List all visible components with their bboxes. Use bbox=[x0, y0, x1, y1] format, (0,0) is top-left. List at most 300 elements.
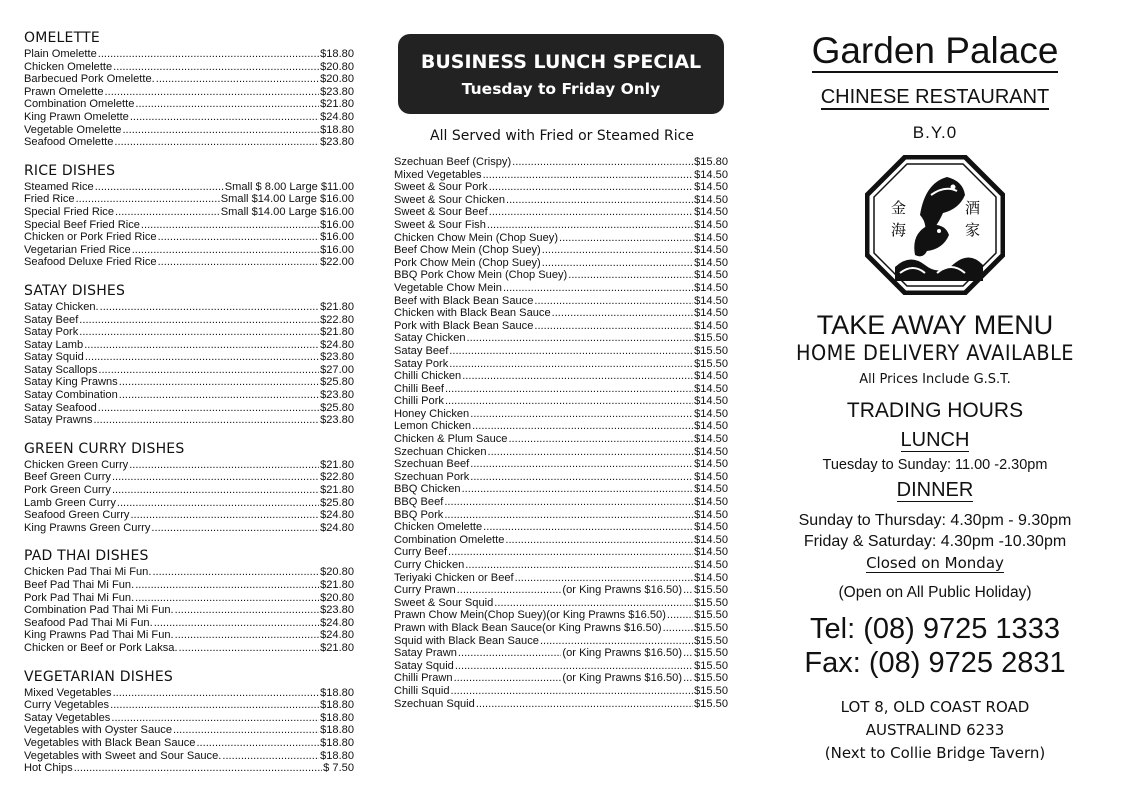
menu-item-name: Fried Rice bbox=[24, 193, 75, 206]
dot-leader bbox=[130, 509, 319, 522]
menu-item-price: $18.80 bbox=[320, 123, 354, 136]
menu-item-name: BBQ Chicken bbox=[394, 483, 461, 496]
menu-item-name: Pork Pad Thai Mi Fun. bbox=[24, 591, 135, 604]
menu-item-name: Teriyaki Chicken or Beef bbox=[394, 571, 514, 584]
dot-leader bbox=[79, 314, 319, 327]
menu-item-name: Satay Combination bbox=[24, 389, 118, 402]
address bbox=[776, 696, 1094, 765]
menu-item-name: Satay Beef bbox=[24, 313, 79, 326]
dot-leader bbox=[84, 339, 319, 352]
menu-item-name: BBQ Pork Chow Mein (Chop Suey) bbox=[394, 269, 568, 282]
menu-item-price: $15.50 bbox=[694, 357, 728, 370]
menu-item-name: Beef Green Curry bbox=[24, 471, 111, 484]
menu-item-price: $24.80 bbox=[320, 521, 354, 534]
menu-item-name: BBQ Beef bbox=[394, 496, 444, 509]
menu-item-name: Chilli Prawn bbox=[394, 672, 453, 685]
section-title: RICE DISHES bbox=[24, 162, 116, 179]
menu-item bbox=[394, 458, 728, 471]
dot-leader bbox=[112, 471, 319, 484]
menu-item bbox=[394, 383, 728, 396]
menu-item-price: $14.50 bbox=[694, 231, 728, 244]
dot-leader bbox=[483, 521, 693, 534]
address-line: AUSTRALIND 6233 bbox=[865, 721, 1005, 739]
menu-item-name: Vegetables with Oyster Sauce bbox=[24, 724, 172, 737]
menu-item bbox=[24, 522, 354, 535]
dot-leader bbox=[559, 232, 693, 245]
menu-item bbox=[394, 546, 728, 559]
lunch-hours: Tuesday to Sunday: 11.00 -2.30pm bbox=[822, 457, 1048, 473]
menu-item-price: $14.50 bbox=[694, 496, 728, 509]
menu-item-price: $14.50 bbox=[694, 269, 728, 282]
menu-item-name: Special Beef Fried Rice bbox=[24, 218, 140, 231]
dot-leader bbox=[505, 534, 693, 547]
dot-leader bbox=[135, 98, 319, 111]
menu-item-price: $18.80 bbox=[320, 711, 354, 724]
menu-item-name: Satay Vegetables bbox=[24, 711, 111, 724]
dot-leader bbox=[462, 483, 693, 496]
menu-section bbox=[24, 163, 354, 269]
menu-item bbox=[394, 698, 728, 711]
menu-item-name: King Prawn Omelette bbox=[24, 110, 129, 123]
menu-item-name: Combination Omelette bbox=[24, 98, 135, 111]
menu-item bbox=[24, 414, 354, 427]
menu-item-price: $24.80 bbox=[320, 509, 354, 522]
dot-leader bbox=[129, 459, 319, 472]
menu-item-name: Vegetable Chow Mein bbox=[394, 281, 502, 294]
dot-leader bbox=[152, 566, 319, 579]
menu-item-price: $25.80 bbox=[320, 496, 354, 509]
left-menu-column bbox=[24, 30, 354, 789]
dot-leader bbox=[451, 685, 694, 698]
dot-leader bbox=[448, 546, 693, 559]
menu-item-price: $15.80 bbox=[694, 156, 728, 168]
menu-item-price: $22.00 bbox=[320, 256, 354, 269]
menu-item-name: Beef Chow Mein (Chop Suey) bbox=[394, 244, 541, 257]
menu-item bbox=[394, 433, 728, 446]
dot-leader bbox=[683, 584, 693, 597]
menu-item-name: Satay Seafood bbox=[24, 401, 97, 414]
menu-item-price: $15.50 bbox=[694, 596, 728, 609]
menu-item-name: Plain Omelette bbox=[24, 48, 97, 60]
menu-item bbox=[24, 301, 354, 314]
restaurant-logo bbox=[865, 155, 1005, 295]
restaurant-subtitle: CHINESE RESTAURANT bbox=[820, 86, 1050, 108]
menu-item-note: (or King Prawns $16.50) bbox=[562, 672, 683, 685]
menu-item-price: $16.00 bbox=[320, 231, 354, 244]
menu-item-name: Sweet & Sour Pork bbox=[394, 181, 488, 194]
menu-item-name: Curry Chicken bbox=[394, 559, 465, 571]
dot-leader bbox=[112, 484, 319, 497]
menu-item-name: Chilli Pork bbox=[394, 395, 444, 408]
dot-leader bbox=[506, 194, 693, 207]
menu-item bbox=[394, 408, 728, 421]
dot-leader bbox=[175, 629, 319, 642]
menu-item-name: Seafood Omelette bbox=[24, 136, 114, 149]
menu-item-price: $25.80 bbox=[320, 401, 354, 414]
menu-item-price: $14.50 bbox=[694, 168, 728, 181]
logo-char: 金 bbox=[891, 199, 907, 217]
dot-leader bbox=[467, 332, 694, 345]
dot-leader bbox=[683, 647, 693, 660]
menu-section bbox=[24, 669, 354, 775]
menu-item bbox=[394, 244, 728, 257]
menu-item bbox=[394, 483, 728, 496]
menu-item-name: Chilli Beef bbox=[394, 382, 444, 395]
dot-leader bbox=[483, 169, 693, 182]
menu-item-price: $14.50 bbox=[694, 218, 728, 231]
menu-item-name: Prawn Omelette bbox=[24, 85, 104, 98]
byo-label: B.Y.0 bbox=[912, 123, 958, 142]
menu-item-price: $15.50 bbox=[694, 609, 728, 622]
menu-item-price: $22.80 bbox=[320, 471, 354, 484]
menu-item bbox=[24, 629, 354, 642]
menu-item-price: $15.50 bbox=[694, 621, 728, 634]
menu-item-price: $24.80 bbox=[320, 616, 354, 629]
dot-leader bbox=[156, 73, 319, 86]
menu-item bbox=[24, 471, 354, 484]
menu-item bbox=[24, 124, 354, 137]
menu-item-name: Szechuan Beef bbox=[394, 458, 470, 471]
menu-item-price: $21.80 bbox=[320, 98, 354, 111]
menu-item-price: $21.80 bbox=[320, 484, 354, 497]
menu-item-name: Beef Pad Thai Mi Fun. bbox=[24, 579, 135, 591]
menu-item-price: $15.50 bbox=[694, 584, 728, 597]
menu-item-price: $14.50 bbox=[694, 571, 728, 584]
menu-item bbox=[24, 579, 354, 592]
dot-leader bbox=[534, 295, 693, 308]
menu-item-price: $23.80 bbox=[320, 604, 354, 617]
menu-item-price: $24.80 bbox=[320, 110, 354, 123]
menu-item-price: $14.50 bbox=[694, 559, 728, 571]
menu-item-name: Mixed Vegetables bbox=[394, 168, 482, 181]
business-lunch-banner bbox=[398, 34, 724, 114]
menu-item-price: $14.50 bbox=[694, 370, 728, 383]
menu-item-price: $15.50 bbox=[694, 684, 728, 697]
menu-item-price: $15.50 bbox=[694, 332, 728, 345]
dot-leader bbox=[95, 181, 224, 194]
menu-item-price: $14.50 bbox=[694, 521, 728, 534]
menu-item-name: Steamed Rice bbox=[24, 180, 94, 193]
menu-item-name: Szechuan Beef (Crispy) bbox=[394, 156, 512, 168]
menu-item bbox=[24, 376, 354, 389]
menu-item-price: $18.80 bbox=[320, 724, 354, 737]
menu-item-price: $20.80 bbox=[320, 591, 354, 604]
dot-leader bbox=[503, 282, 693, 295]
menu-item-name: Combination Pad Thai Mi Fun. bbox=[24, 604, 174, 617]
dot-leader bbox=[117, 497, 319, 510]
menu-item bbox=[394, 609, 728, 622]
menu-item bbox=[24, 206, 354, 219]
menu-item bbox=[394, 358, 728, 371]
menu-item bbox=[24, 244, 354, 257]
dot-leader bbox=[158, 256, 319, 269]
menu-item-name: Vegetable Omelette bbox=[24, 123, 122, 136]
dot-leader bbox=[457, 584, 562, 597]
dot-leader bbox=[444, 496, 693, 509]
dot-leader bbox=[132, 244, 319, 257]
logo-char: 家 bbox=[965, 221, 981, 239]
menu-item-name: Satay Lamb bbox=[24, 338, 84, 351]
menu-item-name: Sweet & Sour Fish bbox=[394, 218, 486, 231]
dot-leader bbox=[542, 244, 693, 257]
menu-item bbox=[394, 269, 728, 282]
dot-leader bbox=[111, 712, 319, 725]
dot-leader bbox=[79, 326, 319, 339]
telephone-number: Tel: (08) 9725 1333 bbox=[810, 613, 1060, 645]
dot-leader bbox=[76, 193, 220, 206]
dot-leader bbox=[98, 402, 319, 415]
menu-item bbox=[394, 169, 728, 182]
menu-item bbox=[24, 497, 354, 510]
menu-item-price: $14.50 bbox=[694, 483, 728, 496]
menu-item-price: $ 7.50 bbox=[323, 762, 354, 775]
menu-item-price: $14.50 bbox=[694, 319, 728, 332]
menu-item-name: Vegetables with Sweet and Sour Sauce. bbox=[24, 749, 222, 762]
menu-item-price: $16.00 bbox=[320, 218, 354, 231]
menu-item-name: BBQ Pork bbox=[394, 508, 444, 521]
menu-item bbox=[24, 484, 354, 497]
menu-item-name: Curry Prawn bbox=[394, 584, 456, 597]
address-line: (Next to Collie Bridge Tavern) bbox=[824, 744, 1046, 762]
menu-item-name: Chicken Omelette bbox=[394, 521, 483, 534]
menu-item bbox=[24, 73, 354, 86]
menu-item-price: $23.80 bbox=[320, 389, 354, 402]
menu-item-name: Satay Prawn bbox=[394, 647, 457, 660]
menu-item-price: $14.50 bbox=[694, 433, 728, 446]
menu-item bbox=[24, 402, 354, 415]
menu-item-name: Chicken or Pork Fried Rice bbox=[24, 231, 157, 244]
dot-leader bbox=[512, 156, 693, 169]
menu-item bbox=[394, 206, 728, 219]
dot-leader bbox=[534, 320, 693, 333]
menu-item-price: $21.80 bbox=[320, 458, 354, 471]
menu-item-name: Mixed Vegetables bbox=[24, 686, 112, 699]
dot-leader bbox=[455, 660, 693, 673]
menu-item bbox=[24, 737, 354, 750]
menu-item-note: (or King Prawns $16.50) bbox=[562, 647, 683, 660]
dot-leader bbox=[487, 219, 693, 232]
dot-leader bbox=[515, 572, 693, 585]
logo-char: 海 bbox=[891, 221, 907, 239]
menu-item bbox=[394, 282, 728, 295]
menu-item bbox=[394, 370, 728, 383]
menu-item bbox=[394, 295, 728, 308]
menu-item bbox=[24, 762, 354, 775]
menu-item bbox=[24, 617, 354, 630]
menu-item bbox=[24, 459, 354, 472]
menu-item bbox=[24, 712, 354, 725]
menu-item-price: $14.50 bbox=[694, 395, 728, 408]
menu-item-price: $14.50 bbox=[694, 307, 728, 320]
menu-item bbox=[24, 61, 354, 74]
dot-leader bbox=[135, 592, 319, 605]
menu-item bbox=[24, 111, 354, 124]
dot-leader bbox=[141, 219, 319, 232]
menu-item-name: Lemon Chicken bbox=[394, 420, 472, 433]
menu-item bbox=[394, 219, 728, 232]
dot-leader bbox=[489, 181, 693, 194]
menu-item bbox=[24, 136, 354, 149]
menu-item-name: Prawn with Black Bean Sauce(or King Prawns $16.50) bbox=[394, 621, 662, 634]
menu-item-name: Satay Chicken. bbox=[24, 300, 99, 313]
dot-leader bbox=[458, 647, 562, 660]
dinner-hours-weekend: Friday & Saturday: 4.30pm -10.30pm bbox=[803, 533, 1067, 550]
public-holiday-note: (Open on All Public Holiday) bbox=[838, 584, 1032, 601]
menu-item bbox=[24, 98, 354, 111]
dot-leader bbox=[98, 48, 319, 61]
menu-item-price: $23.80 bbox=[320, 351, 354, 364]
menu-item-price: $14.50 bbox=[694, 206, 728, 219]
menu-item-price: $27.00 bbox=[320, 363, 354, 376]
menu-item-name: King Prawns Green Curry bbox=[24, 521, 151, 534]
menu-item bbox=[394, 320, 728, 333]
dot-leader bbox=[154, 617, 319, 630]
fax-number: Fax: (08) 9725 2831 bbox=[804, 647, 1066, 679]
menu-item bbox=[394, 660, 728, 673]
menu-item bbox=[24, 724, 354, 737]
menu-item bbox=[24, 219, 354, 232]
menu-item-name: Satay Pork bbox=[394, 357, 449, 370]
dot-leader bbox=[454, 672, 562, 685]
menu-item-name: Satay Squid bbox=[394, 659, 454, 672]
dot-leader bbox=[119, 389, 319, 402]
menu-item-name: Sweet & Sour Beef bbox=[394, 206, 488, 219]
section-title: SATAY DISHES bbox=[24, 282, 126, 299]
dot-leader bbox=[465, 559, 693, 572]
menu-item-name: Satay King Prawns bbox=[24, 376, 118, 389]
dot-leader bbox=[667, 609, 693, 622]
menu-item bbox=[24, 566, 354, 579]
dot-leader bbox=[115, 206, 220, 219]
dot-leader bbox=[85, 351, 319, 364]
dot-leader bbox=[444, 509, 693, 522]
menu-item-price: $24.80 bbox=[320, 338, 354, 351]
dot-leader bbox=[488, 446, 694, 459]
menu-item-price: $15.50 bbox=[694, 647, 728, 660]
dot-leader bbox=[114, 136, 319, 149]
menu-item bbox=[24, 364, 354, 377]
menu-item-name: Satay Pork bbox=[24, 326, 79, 339]
section-title: VEGETARIAN DISHES bbox=[24, 668, 173, 685]
menu-item-price: $14.50 bbox=[694, 193, 728, 206]
menu-item bbox=[394, 521, 728, 534]
menu-item-price: $18.80 bbox=[320, 749, 354, 762]
dot-leader bbox=[462, 370, 693, 383]
dot-leader bbox=[105, 86, 320, 99]
menu-item-name: Chilli Chicken bbox=[394, 370, 462, 383]
menu-item bbox=[394, 471, 728, 484]
dot-leader bbox=[508, 433, 693, 446]
dot-leader bbox=[542, 257, 693, 270]
menu-item-name: Vegetables with Black Bean Sauce bbox=[24, 736, 196, 749]
dot-leader bbox=[113, 687, 319, 700]
dot-leader bbox=[494, 597, 693, 610]
menu-item-name: Squid with Black Bean Sauce bbox=[394, 634, 539, 647]
menu-item bbox=[394, 345, 728, 358]
dot-leader bbox=[179, 642, 320, 655]
menu-item-name: Curry Beef bbox=[394, 546, 448, 559]
dot-leader bbox=[552, 307, 693, 320]
menu-item-price: $14.50 bbox=[694, 533, 728, 546]
menu-item-price: $15.50 bbox=[694, 344, 728, 357]
menu-item-price: $14.50 bbox=[694, 244, 728, 257]
menu-section bbox=[24, 548, 354, 654]
menu-item-name: Chicken Omelette bbox=[24, 60, 113, 73]
menu-item-name: Curry Vegetables bbox=[24, 699, 110, 712]
dot-leader bbox=[683, 672, 693, 685]
closed-note: Closed on Monday bbox=[866, 554, 1004, 572]
dot-leader bbox=[74, 762, 322, 775]
menu-item-price: $15.50 bbox=[694, 697, 728, 710]
menu-item-price: $18.80 bbox=[320, 686, 354, 699]
trading-hours-heading: TRADING HOURS bbox=[846, 399, 1024, 422]
menu-item-price: $14.50 bbox=[694, 256, 728, 269]
dot-leader bbox=[470, 471, 693, 484]
served-with-note: All Served with Fried or Steamed Rice bbox=[430, 128, 694, 144]
address-line: LOT 8, OLD COAST ROAD bbox=[840, 698, 1030, 716]
menu-item bbox=[24, 48, 354, 61]
menu-item bbox=[24, 256, 354, 269]
lunch-heading: LUNCH bbox=[900, 429, 970, 451]
menu-item bbox=[394, 597, 728, 610]
menu-item-name: Pork with Black Bean Sauce bbox=[394, 319, 534, 332]
menu-item bbox=[24, 687, 354, 700]
menu-item-price: $14.50 bbox=[694, 181, 728, 194]
menu-item-name: Seafood Green Curry bbox=[24, 509, 130, 522]
menu-item-name: Vegetarian Fried Rice bbox=[24, 243, 131, 256]
menu-item bbox=[394, 685, 728, 698]
menu-item-price: $23.80 bbox=[320, 85, 354, 98]
menu-item bbox=[24, 339, 354, 352]
menu-item-name: Special Fried Rice bbox=[24, 205, 115, 218]
dot-leader bbox=[470, 458, 693, 471]
menu-item-price: $14.50 bbox=[694, 382, 728, 395]
dot-leader bbox=[135, 579, 319, 592]
menu-item-name: Chicken with Black Bean Sauce bbox=[394, 307, 551, 320]
menu-item-price: $14.50 bbox=[694, 407, 728, 420]
menu-item bbox=[24, 509, 354, 522]
dot-leader bbox=[98, 364, 319, 377]
menu-item-name: Pork Green Curry bbox=[24, 484, 111, 497]
banner-title: BUSINESS LUNCH SPECIAL bbox=[420, 51, 702, 73]
menu-item-price: $22.80 bbox=[320, 313, 354, 326]
dot-leader bbox=[489, 206, 693, 219]
menu-item-price: $21.80 bbox=[320, 300, 354, 313]
menu-item-price: $15.50 bbox=[694, 634, 728, 647]
menu-item bbox=[394, 584, 728, 597]
menu-item bbox=[394, 395, 728, 408]
menu-item-name: Sweet & Sour Squid bbox=[394, 596, 494, 609]
menu-item-price: $14.50 bbox=[694, 470, 728, 483]
menu-item-price: $25.80 bbox=[320, 376, 354, 389]
menu-item-name: Satay Squid bbox=[24, 351, 84, 364]
menu-item bbox=[24, 592, 354, 605]
menu-item bbox=[394, 622, 728, 635]
menu-item-price: $14.50 bbox=[694, 420, 728, 433]
dot-leader bbox=[173, 724, 319, 737]
menu-item bbox=[394, 509, 728, 522]
dot-leader bbox=[445, 395, 693, 408]
menu-item-price: $20.80 bbox=[320, 73, 354, 86]
menu-item-price: $14.50 bbox=[694, 458, 728, 471]
menu-item bbox=[394, 534, 728, 547]
menu-item-name: Pork Chow Mein (Chop Suey) bbox=[394, 256, 541, 269]
menu-item-name: Prawn Chow Mein(Chop Suey)(or King Prawns $16.50) bbox=[394, 609, 666, 622]
menu-item-name: Satay Scallops bbox=[24, 363, 98, 376]
menu-item-name: Seafood Deluxe Fried Rice bbox=[24, 256, 157, 269]
menu-item-name: Barbecued Pork Omelette. bbox=[24, 73, 155, 86]
menu-item-price: $21.80 bbox=[320, 579, 354, 591]
